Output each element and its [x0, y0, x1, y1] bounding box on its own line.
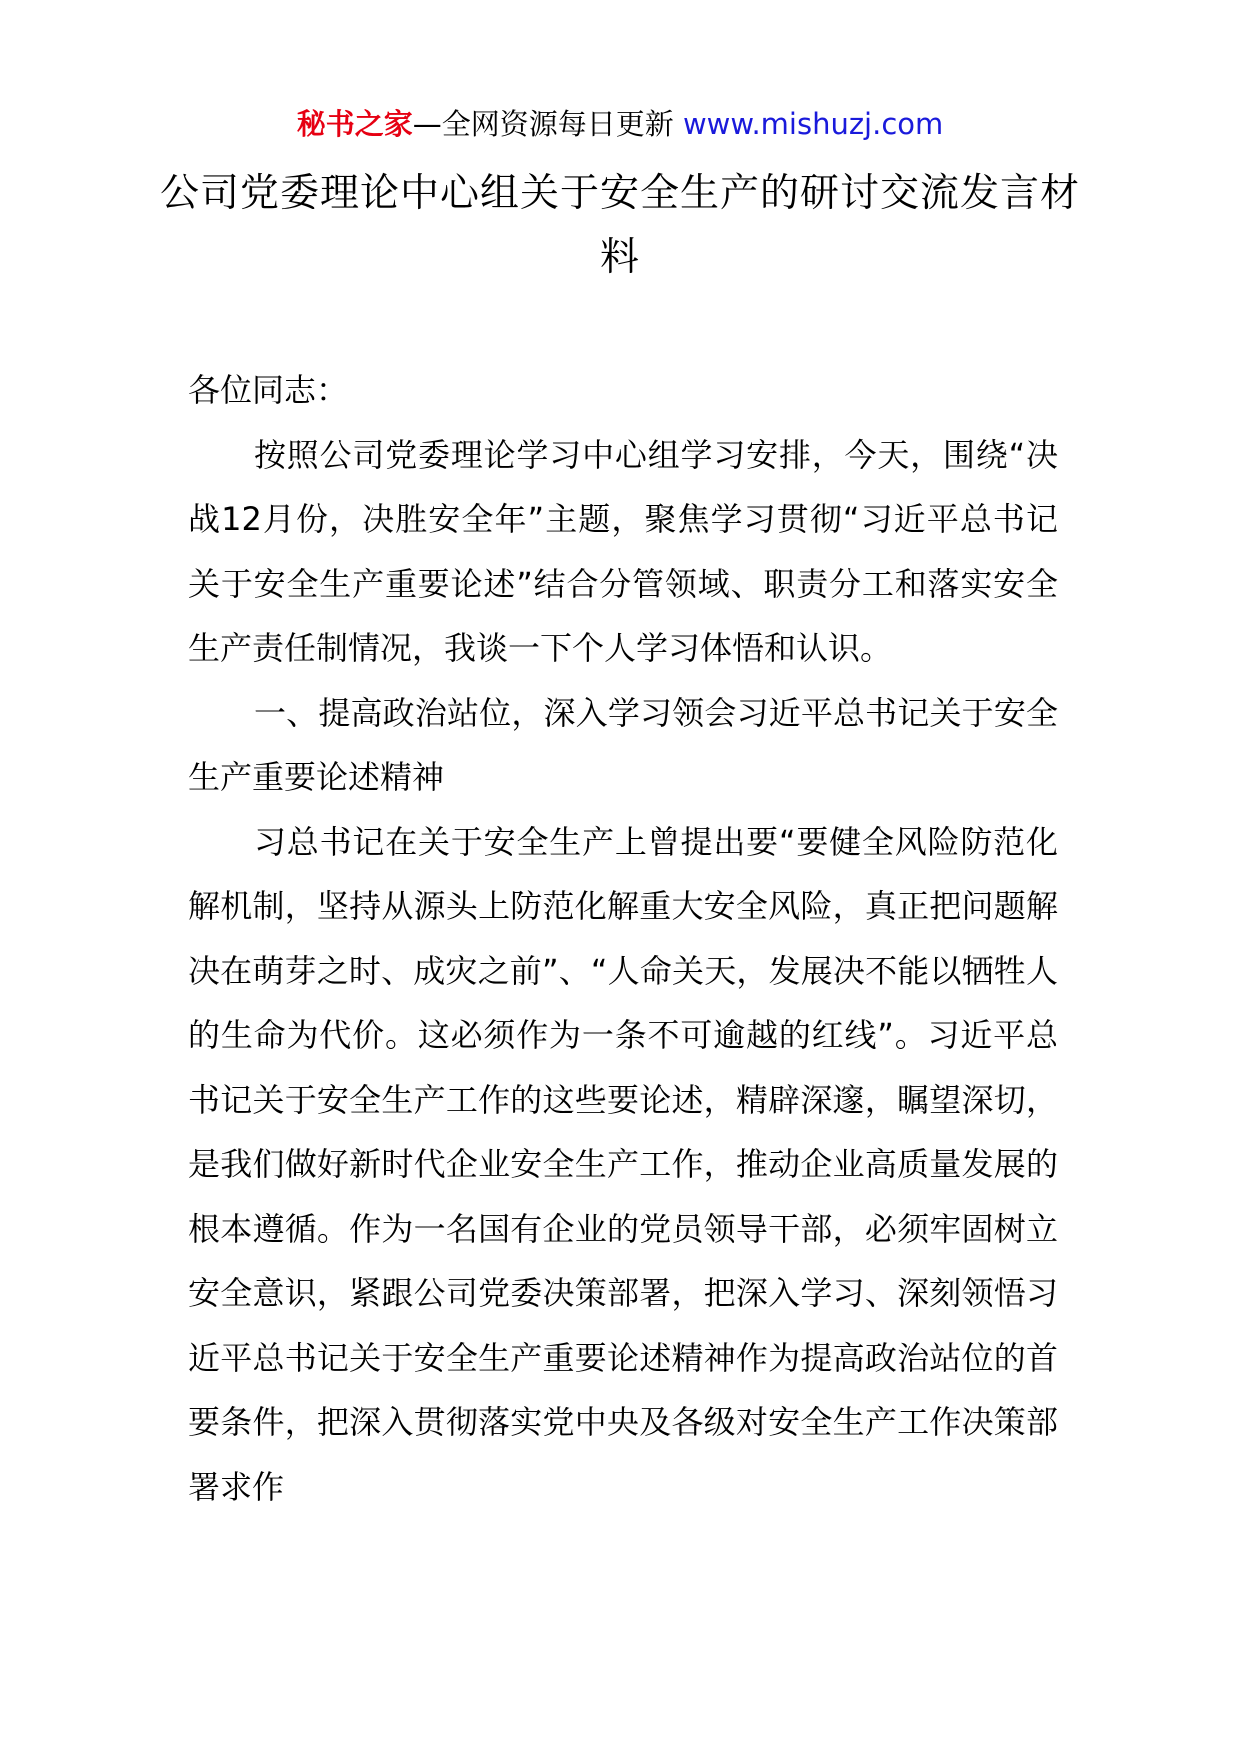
section-paragraph: 习总书记在关于安全生产上曾提出要“要健全风险防范化解机制，坚持从源头上防范化解重大安全风险，真正把问题解决在萌芽之时、成灾之前”、“人命关天，发展决不能以牺牲人的生命为代价。这必须作为一条不可逾越的红线”。习近平总书记关于安全生产工作的这些要论述，精辟深邃，瞩望深切，是我们做好新时代企业安全生产工作，推动企业高质量发展的根本遵循。作为一名国有企业的党员领导干部，必须牢固树立安全意识，紧跟公司党委决策部署，把深入学习、深刻领悟习近平总书记关于安全生产重要论述精神作为提高政治站位的首要条件，把深入贯彻落实党中央及各级对安全生产工作决策部署求作	[188, 822, 1058, 1506]
document-title: 公司党委理论中心组关于安全生产的研讨交流发言材料	[159, 171, 1080, 280]
site-watermark-header	[0, 104, 1240, 144]
site-url: www.mishuzj.com	[682, 107, 944, 141]
header-tagline: —全网资源每日更新	[412, 107, 683, 141]
brand-name: 秘书之家	[296, 107, 413, 141]
salutation: 各位同志：	[188, 371, 349, 409]
intro-paragraph: 按照公司党委理论学习中心组学习安排，今天，围绕“决战12月份，决胜安全年”主题，聚焦学习贯彻“习近平总书记关于安全生产重要论述”结合分管领域、职责分工和落实安全生产责任制情况，我谈一下个人学习体悟和认识。	[188, 435, 1058, 667]
section-heading: 一、提高政治站位，深入学习领会习近平总书记关于安全生产重要论述精神	[188, 693, 1058, 796]
document-body	[188, 358, 1058, 1519]
